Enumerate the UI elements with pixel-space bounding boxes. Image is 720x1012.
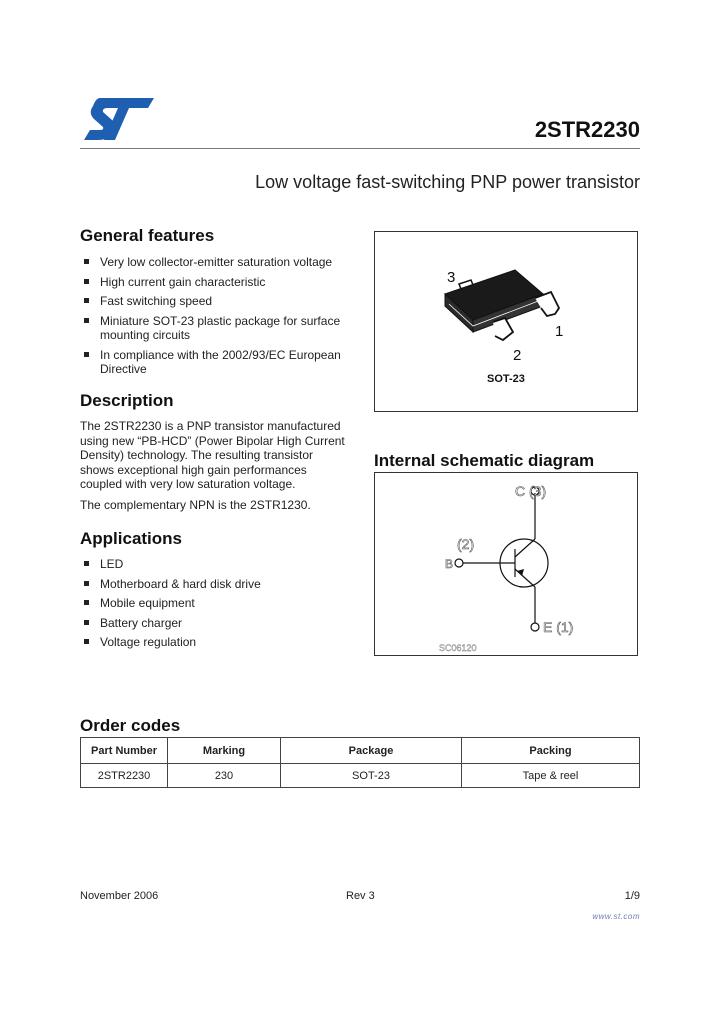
pin-1-label: 1 bbox=[555, 323, 564, 340]
column-header: Marking bbox=[168, 738, 281, 764]
footer-revision: Rev 3 bbox=[346, 890, 375, 902]
part-number-title: 2STR2230 bbox=[534, 117, 640, 142]
figure-code: SC06120 bbox=[439, 643, 477, 653]
complementary-note: The complementary NPN is the 2STR1230. bbox=[80, 498, 311, 512]
table-cell: 2STR2230 bbox=[81, 764, 168, 788]
footer-page-number: 1/9 bbox=[624, 890, 640, 902]
logo-text: ST bbox=[82, 96, 84, 97]
package-caption: SOT-23 bbox=[487, 373, 525, 385]
general-features-heading: General features bbox=[80, 226, 215, 245]
table-cell: 230 bbox=[168, 764, 281, 788]
application-item: LED bbox=[82, 557, 261, 572]
base-pin-label: (2) bbox=[457, 536, 475, 552]
order-codes-table bbox=[80, 737, 640, 788]
pin-2-label: 2 bbox=[513, 347, 522, 364]
description-heading: Description bbox=[80, 391, 174, 410]
collector-label: C (3) bbox=[515, 483, 547, 499]
description-paragraph: The 2STR2230 is a PNP transistor manufactured using new “PB-HCD” (Power Bipolar High Current Density) technology. The resulting transistor shows exceptional high gain performances coupled with very low saturation voltage. bbox=[80, 419, 345, 491]
footer-date: November 2006 bbox=[80, 890, 159, 902]
st-logo bbox=[82, 96, 156, 142]
schematic-box bbox=[374, 472, 638, 656]
base-letter-label: B bbox=[445, 557, 454, 571]
header-divider bbox=[80, 148, 640, 149]
application-item: Mobile equipment bbox=[82, 596, 261, 611]
product-subtitle: Low voltage fast-switching PNP power transistor bbox=[255, 172, 640, 192]
website-link[interactable]: www.st.com bbox=[592, 912, 640, 921]
applications-heading: Applications bbox=[80, 529, 183, 548]
feature-item: Miniature SOT-23 plastic package for surface mounting circuits bbox=[82, 314, 352, 343]
applications-list bbox=[82, 557, 261, 650]
table-row bbox=[81, 764, 640, 788]
column-header: Package bbox=[281, 738, 462, 764]
table-cell: SOT-23 bbox=[281, 764, 462, 788]
emitter-label: E (1) bbox=[543, 619, 574, 635]
pnp-transistor-symbol bbox=[375, 473, 637, 655]
application-item: Voltage regulation bbox=[82, 635, 261, 650]
application-item: Battery charger bbox=[82, 616, 261, 631]
feature-item: In compliance with the 2002/93/EC European Directive bbox=[82, 348, 352, 377]
table-cell: Tape & reel bbox=[462, 764, 640, 788]
pin-3-label: 3 bbox=[447, 269, 456, 286]
feature-item: High current gain characteristic bbox=[82, 275, 352, 290]
column-header: Part Number bbox=[81, 738, 168, 764]
application-item: Motherboard & hard disk drive bbox=[82, 577, 261, 592]
order-codes-heading: Order codes bbox=[80, 716, 181, 735]
column-header: Packing bbox=[462, 738, 640, 764]
schematic-heading: Internal schematic diagram bbox=[374, 451, 595, 470]
feature-item: Very low collector-emitter saturation voltage bbox=[82, 255, 352, 270]
general-features-list bbox=[82, 255, 352, 377]
table-header-row bbox=[81, 738, 640, 764]
feature-item: Fast switching speed bbox=[82, 294, 352, 309]
